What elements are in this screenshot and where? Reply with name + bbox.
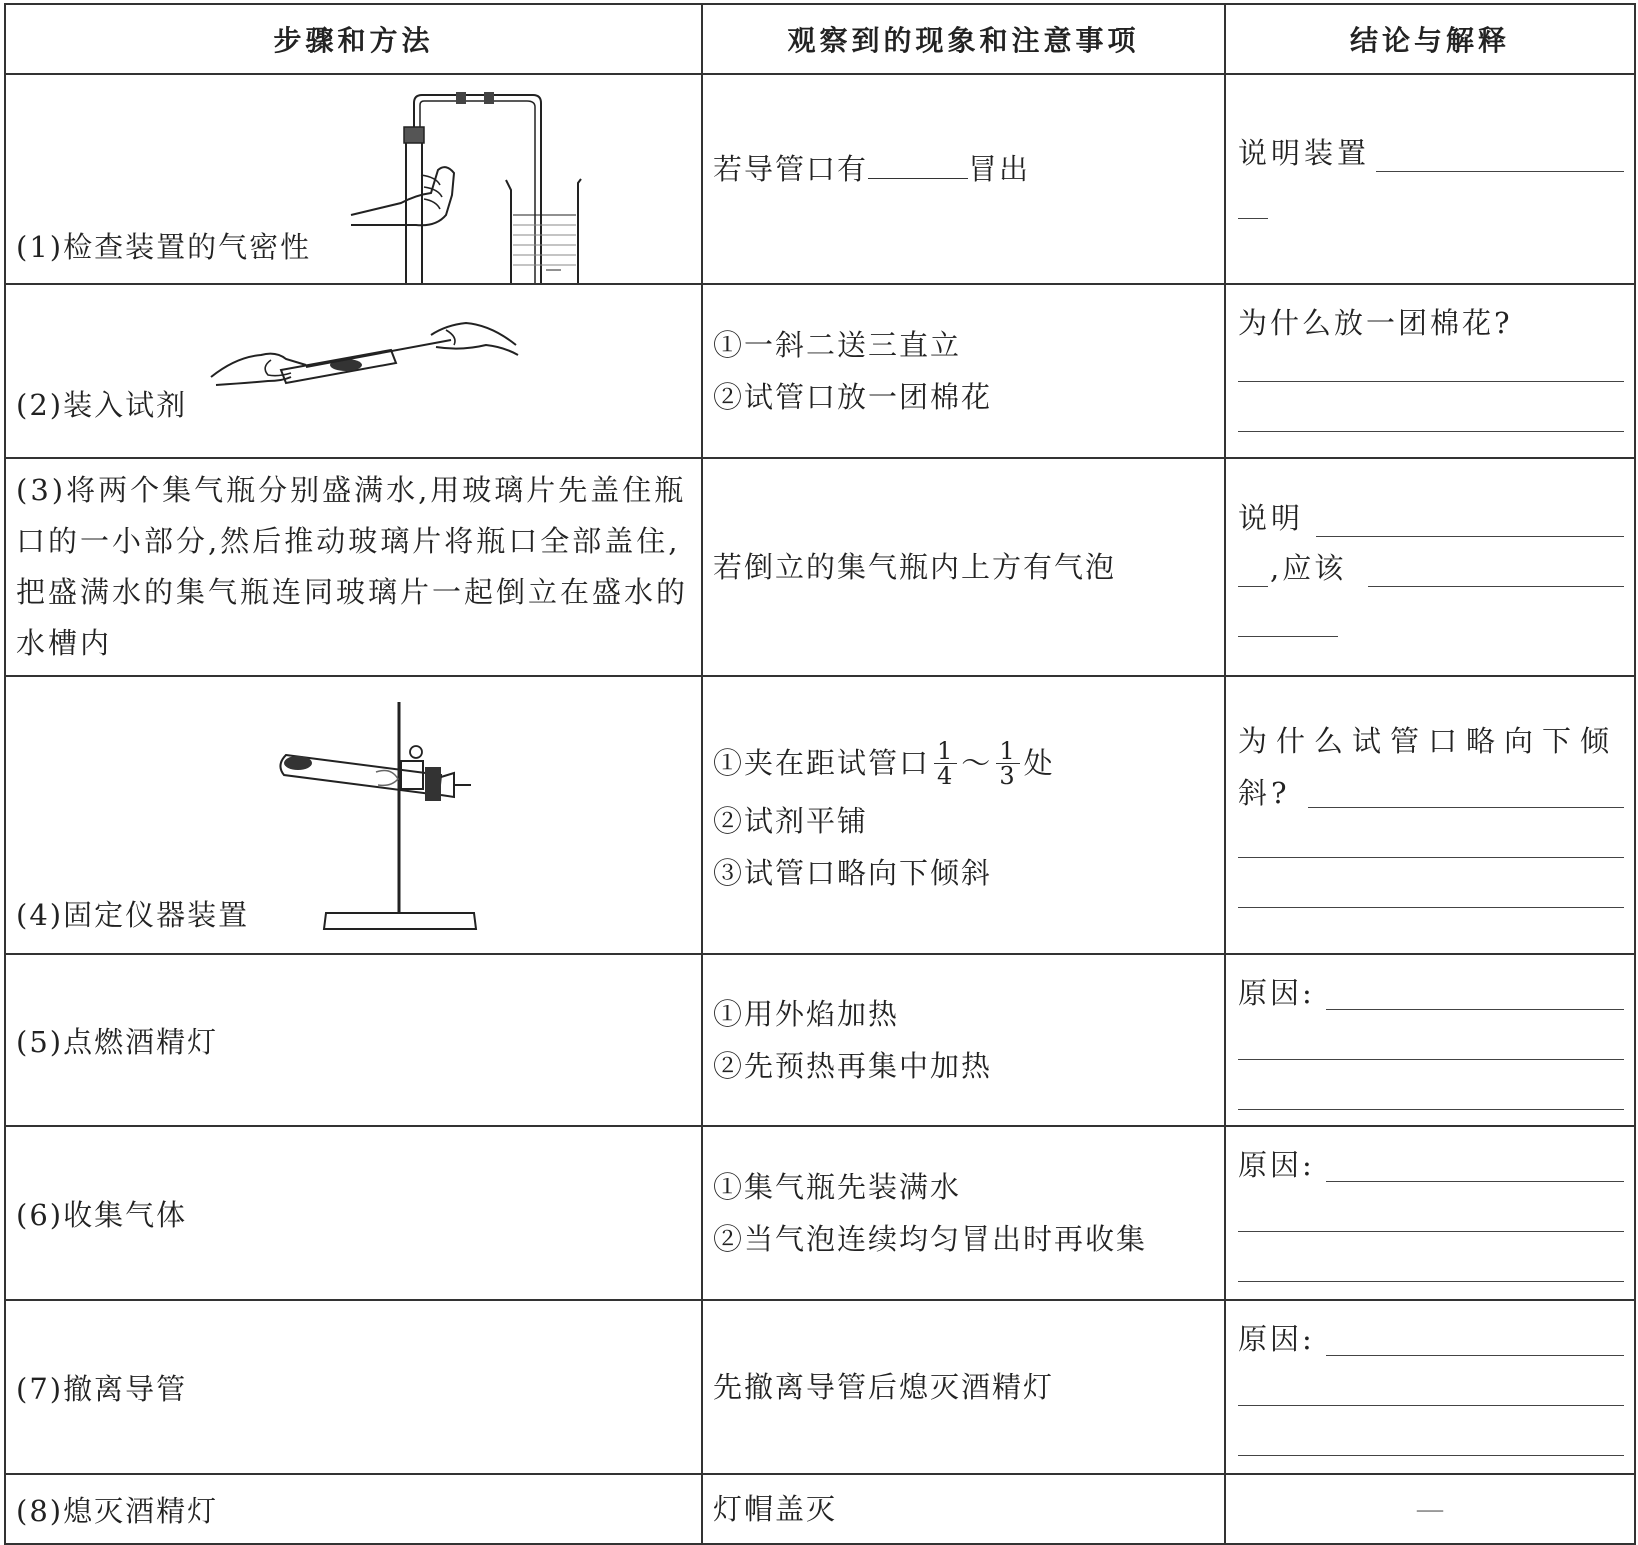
observation-item: ①集气瓶先装满水 <box>713 1170 962 1204</box>
step-label: (4)固定仪器装置 <box>16 898 250 932</box>
header-row <box>5 4 1635 74</box>
answer-line[interactable] <box>1238 1231 1624 1232</box>
header-observations: 观察到的现象和注意事项 <box>702 4 1225 74</box>
answer-line[interactable] <box>1238 1109 1624 1110</box>
answer-line[interactable] <box>1238 1059 1624 1060</box>
answer-line[interactable] <box>1238 1281 1624 1282</box>
step-label: (8)熄灭酒精灯 <box>16 1493 219 1528</box>
conclusion-text: 原因: <box>1238 976 1315 1010</box>
conclusion-text: 原因: <box>1238 1148 1315 1182</box>
conclusion-cell <box>1225 74 1635 284</box>
fraction-one-third: $\frac{1}{3}$ <box>996 739 1019 788</box>
answer-line[interactable] <box>1368 586 1624 587</box>
answer-line[interactable] <box>1238 431 1624 432</box>
observation-item: ②试剂平铺 <box>713 804 869 838</box>
conclusion-cell <box>1225 1126 1635 1300</box>
observation-item: ①一斜二送三直立 <box>713 328 962 362</box>
conclusion-text: 说明 <box>1238 501 1305 535</box>
step-label: (6)收集气体 <box>16 1197 188 1232</box>
conclusion-cell <box>1225 284 1635 458</box>
conclusion-cell <box>1225 458 1635 676</box>
observation-text: 灯帽盖灭 <box>713 1492 838 1526</box>
observation-item: ②先预热再集中加热 <box>713 1049 993 1083</box>
step-label: (5)点燃酒精灯 <box>16 1024 219 1059</box>
answer-line[interactable] <box>1376 171 1624 172</box>
table-row <box>5 954 1635 1126</box>
answer-line[interactable] <box>1308 807 1624 808</box>
step-cell <box>5 676 702 954</box>
fraction-one-quarter: $\frac{1}{4}$ <box>934 739 957 788</box>
step-cell <box>5 74 702 284</box>
observation-item: ②当气泡连续均匀冒出时再收集 <box>713 1222 1148 1256</box>
observation-text: 冒出 <box>968 152 1031 186</box>
step-cell <box>5 458 702 676</box>
table-row <box>5 1126 1635 1300</box>
conclusion-text: 说明装置 <box>1238 136 1371 170</box>
step-cell <box>5 1474 702 1544</box>
step-cell <box>5 954 702 1126</box>
conclusion-question: 为什么放一团棉花? <box>1238 306 1513 340</box>
observation-text: 若导管口有 <box>713 152 869 186</box>
step-cell <box>5 1300 702 1474</box>
observation-item: ②试管口放一团棉花 <box>713 380 993 414</box>
answer-line[interactable] <box>1238 381 1624 382</box>
step-label: (1)检查装置的气密性 <box>16 230 312 264</box>
conclusion-question: 斜? <box>1238 776 1291 810</box>
table-row <box>5 284 1635 458</box>
observation-cell <box>702 1474 1225 1544</box>
conclusion-cell <box>1225 1300 1635 1474</box>
answer-line[interactable] <box>1238 1455 1624 1456</box>
step-label: (3)将两个集气瓶分别盛满水,用玻璃片先盖住瓶口的一小部分,然后推动玻璃片将瓶口全部盖住,把盛满水的集气瓶连同玻璃片一起倒立在盛水的水槽内 <box>16 473 689 660</box>
observation-text: 若倒立的集气瓶内上方有气泡 <box>713 550 1117 584</box>
experiment-table <box>4 3 1636 1545</box>
answer-line[interactable] <box>1238 636 1338 637</box>
table-row <box>5 74 1635 284</box>
answer-line[interactable] <box>1238 586 1268 587</box>
step-cell <box>5 1126 702 1300</box>
conclusion-cell <box>1225 954 1635 1126</box>
observation-cell <box>702 1300 1225 1474</box>
table-row <box>5 1474 1635 1544</box>
header-conclusions: 结论与解释 <box>1225 4 1635 74</box>
answer-line[interactable] <box>1326 1009 1624 1010</box>
step-label: (7)撤离导管 <box>16 1371 188 1406</box>
loading-reagent-illustration <box>6 285 703 457</box>
answer-line[interactable] <box>1326 1181 1624 1182</box>
conclusion-text: 原因: <box>1238 1322 1315 1356</box>
conclusion-cell <box>1225 1474 1635 1544</box>
answer-line[interactable] <box>1326 1355 1624 1356</box>
observation-cell <box>702 284 1225 458</box>
table-row <box>5 1300 1635 1474</box>
observation-cell <box>702 1126 1225 1300</box>
conclusion-cell <box>1225 676 1635 954</box>
answer-line[interactable] <box>1238 857 1624 858</box>
conclusion-dash: — <box>1415 1492 1445 1526</box>
answer-line[interactable] <box>1238 1405 1624 1406</box>
conclusion-question: 为什么试管口略向下倾 <box>1238 724 1619 758</box>
observation-cell <box>702 74 1225 284</box>
observation-cell <box>702 458 1225 676</box>
fill-blank[interactable] <box>868 152 968 179</box>
observation-text: 先撤离导管后熄灭酒精灯 <box>713 1370 1055 1404</box>
answer-line[interactable] <box>1238 907 1624 908</box>
observation-item: ③试管口略向下倾斜 <box>713 856 993 890</box>
observation-cell <box>702 954 1225 1126</box>
conclusion-text: ,应该 <box>1270 551 1347 585</box>
answer-line[interactable] <box>1316 536 1624 537</box>
observation-text: 处 <box>1023 746 1055 780</box>
observation-item: ①夹在距试管口 <box>713 746 931 780</box>
step-label: (2)装入试剂 <box>16 388 188 422</box>
answer-line[interactable] <box>1238 218 1268 219</box>
header-steps: 步骤和方法 <box>5 4 702 74</box>
table-row <box>5 458 1635 676</box>
tilde: ～ <box>961 746 993 780</box>
table-row <box>5 676 1635 954</box>
observation-cell <box>702 676 1225 954</box>
observation-item: ①用外焰加热 <box>713 997 900 1031</box>
step-cell <box>5 284 702 458</box>
